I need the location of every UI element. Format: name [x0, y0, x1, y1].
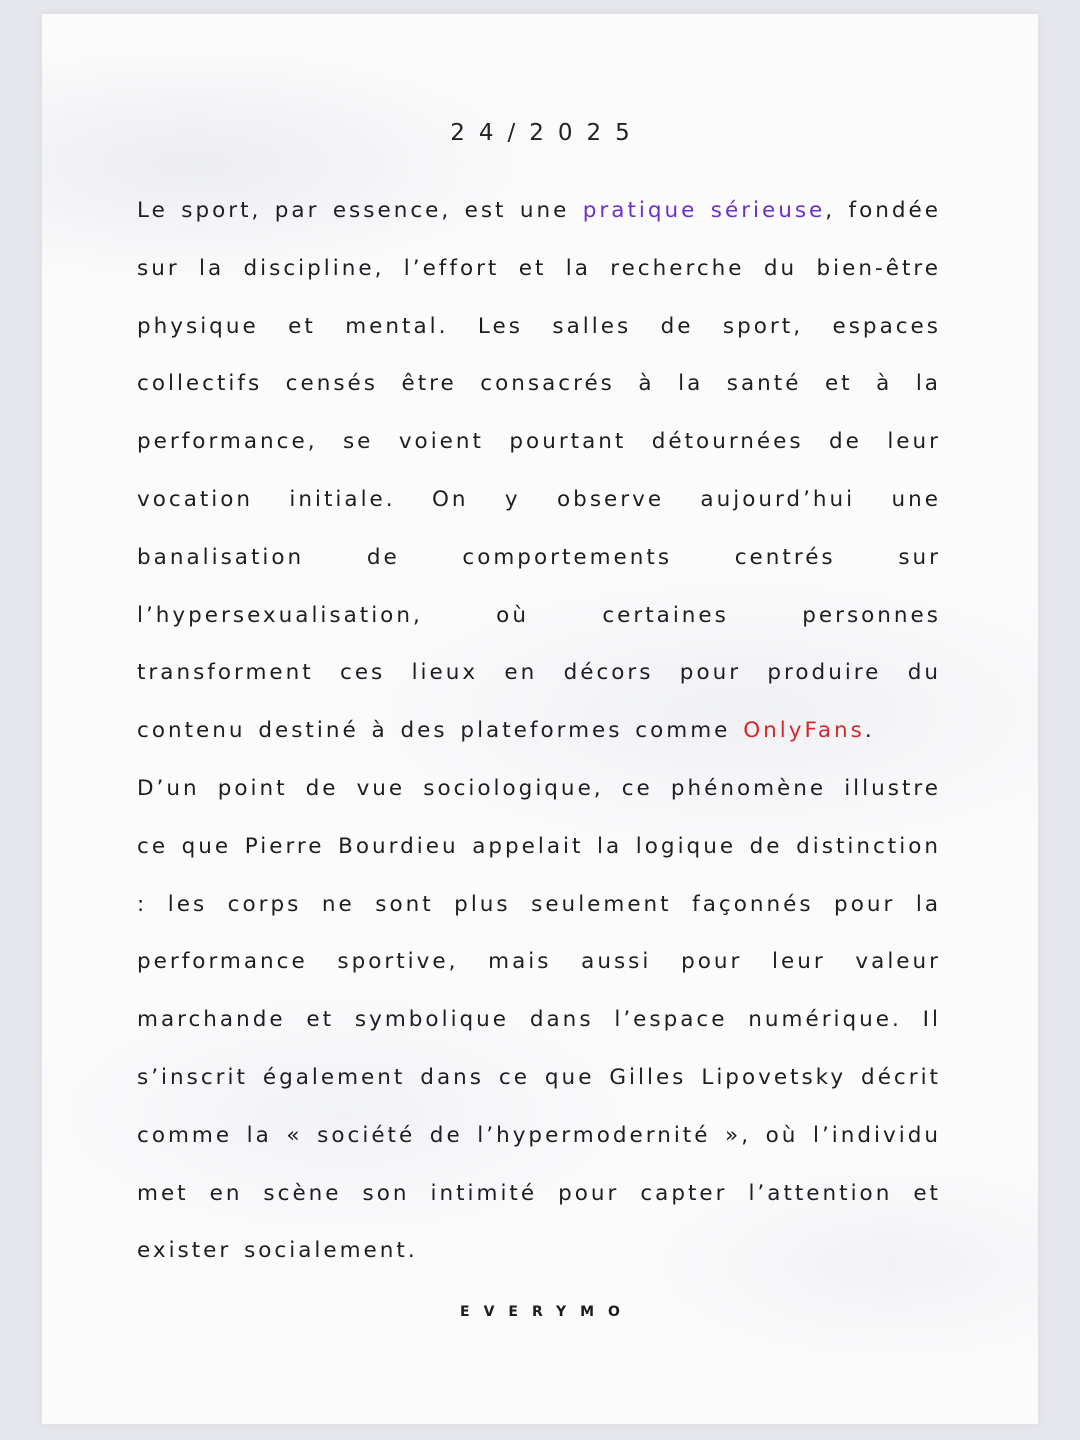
paragraph-2: D’un point de vue sociologique, ce phénomène illustre ce que Pierre Bourdieu appelait la logique de distinction : les corps ne sont plus seulement façonnés pour la performance sportive, mais aussi pour leur valeur marchande et symbolique dans l’espace numérique. Il s’inscrit également dans ce que Gilles Lipovetsky décrit comme la « société de l’hypermodernité », où l’individu met en scène son intimité pour capter l’attention et exister socialement.	[137, 776, 941, 1264]
highlight-pratique-serieuse: pratique sérieuse	[582, 198, 826, 223]
paragraph-1	[137, 182, 941, 760]
paragraph-1-body: , fondée sur la discipline, l’effort et la recherche du bien-être physique et mental. Les salles de sport, espaces collectifs censés être consacrés à la santé et à la performance, se voient pourtant détournées de leur vocation initiale. On y observe aujourd’hui une banalisation de comportements centrés sur l’hypersexualisation, où certaines personnes transforment ces lieux en décors pour produire du contenu destiné à des plateformes comme	[137, 198, 941, 744]
page-date: 24/2025	[450, 120, 644, 146]
highlight-onlyfans: OnlyFans	[743, 718, 865, 744]
document-page	[42, 14, 1038, 1424]
paragraph-1-intro: Le sport, par essence, est une	[137, 198, 583, 223]
paragraph-1-end: .	[864, 718, 875, 744]
brand-footer: EVERYMO	[460, 1304, 634, 1320]
